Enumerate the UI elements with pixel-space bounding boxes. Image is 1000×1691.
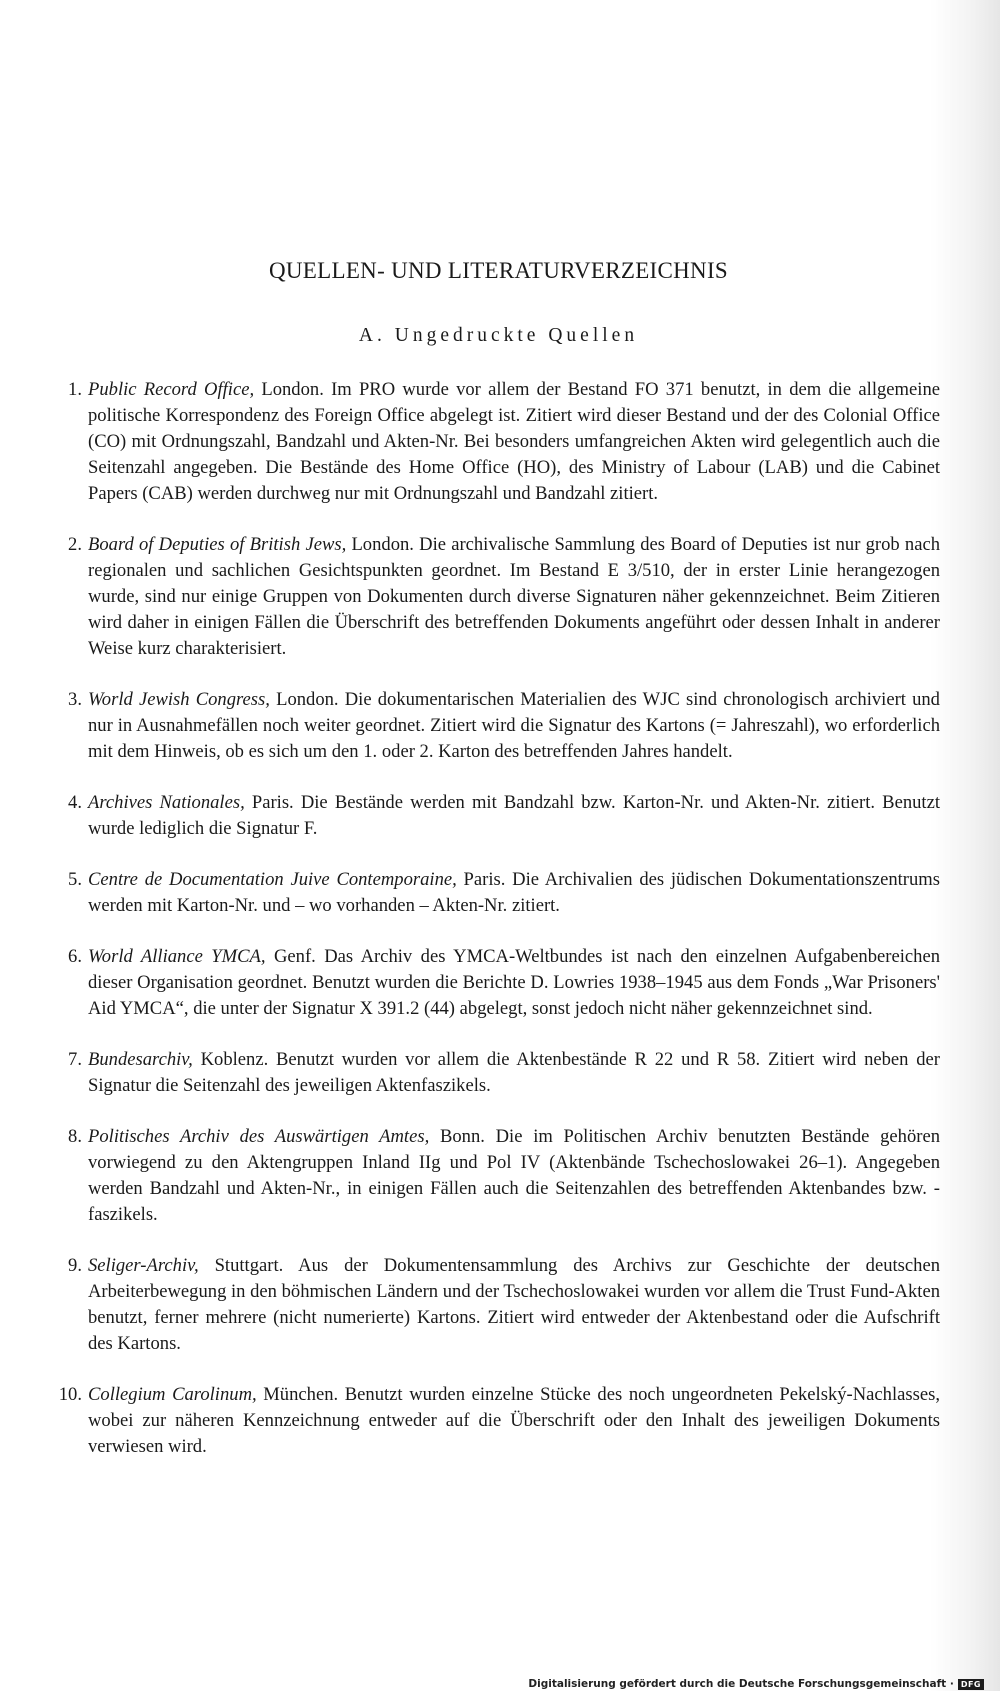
entry-number: 4. [68, 792, 82, 813]
source-entry [57, 1382, 940, 1460]
entry-number: 3. [68, 689, 82, 710]
entry-text: London. Die archivalische Sammlung des Board of Deputies ist nur grob nach regionalen und sachlichen Gesichtspunkten geordnet. Im Bestand E 3/510, der in erster Linie herangezogen wurde, sind nur einige Gruppen von Dokumenten durch diverse Signaturen näher gekennzeichnet. Beim Zitieren wird daher in einigen Fällen die Überschrift des betreffenden Dokuments angeführt oder dessen Inhalt in anderer Weise kurz charakterisiert. [88, 534, 940, 659]
entry-text: London. Die dokumentarischen Materialien des WJC sind chronologisch archiviert und nur in Ausnahmefällen noch weiter geordnet. Zitiert wird die Signatur des Kartons (= Jahreszahl), wo erforderlich mit dem Hinweis, ob es sich um den 1. oder 2. Karton des betreffenden Jahres handelt. [88, 689, 940, 762]
archive-name: Politisches Archiv des Auswärtigen Amtes, [88, 1126, 430, 1147]
entry-number: 5. [68, 869, 82, 890]
entry-text: Paris. Die Archivalien des jüdischen Dokumentationszentrums werden mit Karton-Nr. und – wo vorhanden – Akten-Nr. zitiert. [88, 869, 940, 916]
section-heading: A. Ungedruckte Quellen [358, 325, 639, 346]
entry-text: Genf. Das Archiv des YMCA-Weltbundes ist nach den einzelnen Aufgabenbereichen dieser Organisation geordnet. Benutzt wurden die Berichte D. Lowries 1938–1945 aus dem Fonds „War Prisoners' Aid YMCA“, die unter der Signatur X 391.2 (44) abgelegt, sonst jedoch nicht näher gekennzeichnet sind. [88, 946, 940, 1019]
source-entry [57, 1124, 940, 1228]
archive-name: Collegium Carolinum, [88, 1384, 257, 1405]
entry-number: 6. [68, 946, 82, 967]
source-entry [57, 944, 940, 1022]
entry-text: London. Im PRO wurde vor allem der Bestand FO 371 benutzt, in dem die allgemeine politische Korrespondenz des Foreign Office abgelegt ist. Zitiert wird dieser Bestand und der des Colonial Office (CO) mit Ordnungszahl, Bandzahl und Akten-Nr. Bei besonders umfangreichen Akten wird gelegentlich auch die Seitenzahl angegeben. Die Bestände des Home Office (HO), des Ministry of Labour (LAB) und die Cabinet Papers (CAB) werden durchweg nur mit Ordnungszahl und Bandzahl zitiert. [88, 379, 940, 504]
scan-edge-shadow [930, 0, 1000, 1691]
entry-text: Paris. Die Bestände werden mit Bandzahl bzw. Karton-Nr. und Akten-Nr. zitiert. Benutzt wurde lediglich die Signatur F. [88, 792, 941, 839]
entry-number: 7. [68, 1049, 82, 1070]
source-entry [57, 532, 940, 662]
archive-name: Board of Deputies of British Jews, [88, 534, 347, 555]
entry-text: Koblenz. Benutzt wurden vor allem die Aktenbestände R 22 und R 58. Zitiert wird neben der Signatur die Seitenzahl des jeweiligen Aktenfaszikels. [88, 1049, 940, 1096]
dfg-logo: DFG [958, 1679, 984, 1690]
source-entry [57, 377, 940, 507]
archive-name: Archives Nationales, [88, 792, 245, 813]
document-page [57, 0, 940, 1691]
entry-number: 8. [68, 1126, 82, 1147]
digitization-footer [528, 1678, 984, 1690]
source-entry [57, 867, 940, 919]
source-entry [57, 1047, 940, 1099]
entry-number: 1. [68, 379, 82, 400]
entry-text: Bonn. Die im Politischen Archiv benutzten Bestände gehören vorwiegend zu den Aktengruppen Inland IIg und Pol IV (Aktenbände Tschechoslowakei 26–1). Angegeben werden Bandzahl und Akten-Nr., in einigen Fällen auch die Seitenzahlen des betreffenden Aktenbandes bzw. -faszikels. [88, 1126, 940, 1225]
archive-name: Centre de Documentation Juive Contemporaine, [88, 869, 457, 890]
source-entry [57, 790, 940, 842]
entry-text: Stuttgart. Aus der Dokumentensammlung des Archivs zur Geschichte der deutschen Arbeiterbewegung in den böhmischen Ländern und der Tschechoslowakei wurden vor allem die Trust Fund-Akten benutzt, ferner mehrere (nicht numerierte) Kartons. Zitiert wird entweder der Aktenbestand oder die Aufschrift des Kartons. [88, 1255, 940, 1354]
page-title: QUELLEN- UND LITERATURVERZEICHNIS [268, 258, 729, 283]
footer-text: Digitalisierung gefördert durch die Deutsche Forschungsgemeinschaft · [528, 1678, 954, 1690]
source-list [57, 377, 940, 1485]
archive-name: Seliger-Archiv, [88, 1255, 199, 1276]
archive-name: Bundesarchiv, [88, 1049, 193, 1070]
entry-number: 2. [68, 534, 82, 555]
archive-name: World Jewish Congress, [88, 689, 270, 710]
archive-name: Public Record Office, [88, 379, 255, 400]
entry-number: 9. [68, 1255, 82, 1276]
entry-number: 10. [58, 1384, 82, 1405]
source-entry [57, 687, 940, 765]
source-entry [57, 1253, 940, 1357]
entry-text: München. Benutzt wurden einzelne Stücke des noch ungeordneten Pekelský-Nachlasses, wobei zur näheren Kennzeichnung entweder auf die Überschrift oder den Inhalt des jeweiligen Dokuments verwiesen wird. [88, 1384, 940, 1457]
archive-name: World Alliance YMCA, [88, 946, 266, 967]
